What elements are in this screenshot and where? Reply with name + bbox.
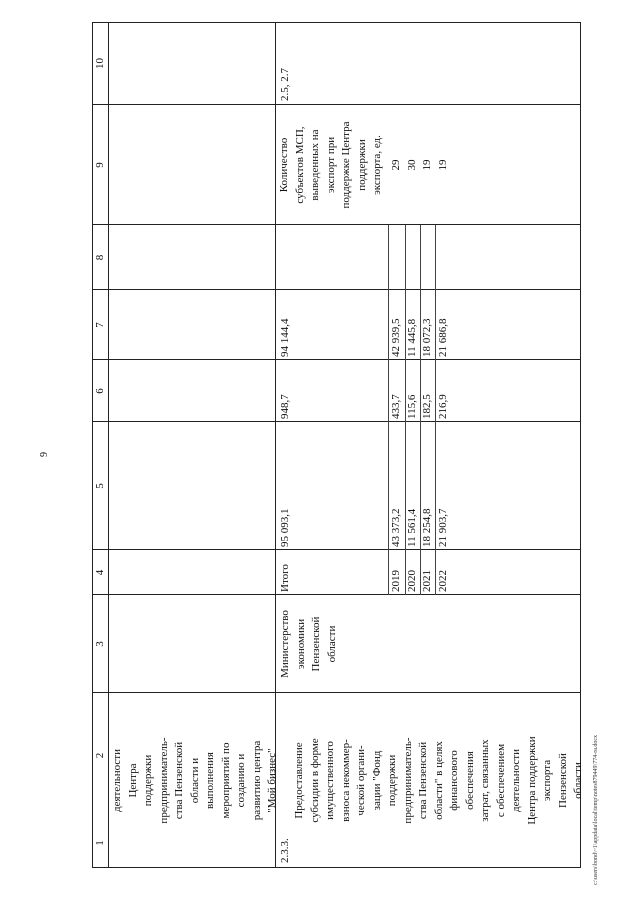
year-col-6: 182,5 [421,394,433,419]
header-col-10: 10 [94,58,106,69]
year-col-7: 18 072,3 [421,318,433,357]
year-col-10: 30 [406,159,418,171]
row-number: 2.3.3. [279,838,291,863]
year-col-7: 11 445,8 [406,318,418,357]
year-col-5: 11 561,4 [406,508,418,547]
year-col-5: 18 254,8 [421,508,433,547]
year-col-6: 216,9 [437,394,449,419]
row-references: 2.5, 2.7 [279,68,291,101]
header-col-8: 8 [94,254,106,261]
header-col-3: 3 [94,641,106,647]
total-col-5: 95 093,1 [279,508,291,547]
year-label: 2021 [421,570,433,592]
year-col-6: 433,7 [390,394,402,419]
footer-file-path: c:\users\bond\~1\appdata\local\temp\notes879449\774-ra.docx [593,734,599,885]
header-col-2: 2 [94,752,106,759]
year-col-10: 29 [390,159,402,171]
header-col-1: 1 [94,840,106,846]
row-executor: Министерство экономики Пензенской области [279,610,338,678]
continuation-text: деятельности Центра поддержки предприниматель- ства Пензенской области и выполнения мероприятий по созданию и развитию центра "Мой бизнес" [111,737,278,824]
total-label: Итого [279,564,291,592]
year-col-5: 43 373,2 [390,508,402,547]
year-col-10: 19 [437,159,449,171]
row-description: Предоставление субсидии в форме имущественного взноса некоммер- ческой органи- зации "Фонд поддержки предприниматель- ства Пензенской области" в целях финансового обеспечения затрат, связанных с обеспечением деятельности Центра поддержки экспорта Пензенской области [293,736,584,825]
year-label: 2020 [406,570,418,592]
header-col-7: 7 [94,322,106,328]
year-col-7: 42 939,5 [390,318,402,357]
header-col-5: 5 [94,483,106,489]
year-col-7: 21 686,8 [437,318,449,357]
year-col-10: 19 [421,159,433,171]
page-number: 9 [39,452,50,457]
header-col-4: 4 [94,569,106,576]
year-col-6: 115,6 [406,394,418,419]
year-label: 2019 [390,570,402,592]
header-col-9: 9 [94,162,106,168]
header-col-6: 6 [94,388,106,394]
row-indicator: Количество субъектов МСП, выведенных на экспорт при поддержке Центра поддержки экспорта, ед. [278,121,383,209]
total-col-7: 94 144,4 [279,318,291,357]
year-label: 2022 [437,570,449,592]
year-col-5: 21 903,7 [437,508,449,547]
total-col-6: 948,7 [279,394,291,419]
